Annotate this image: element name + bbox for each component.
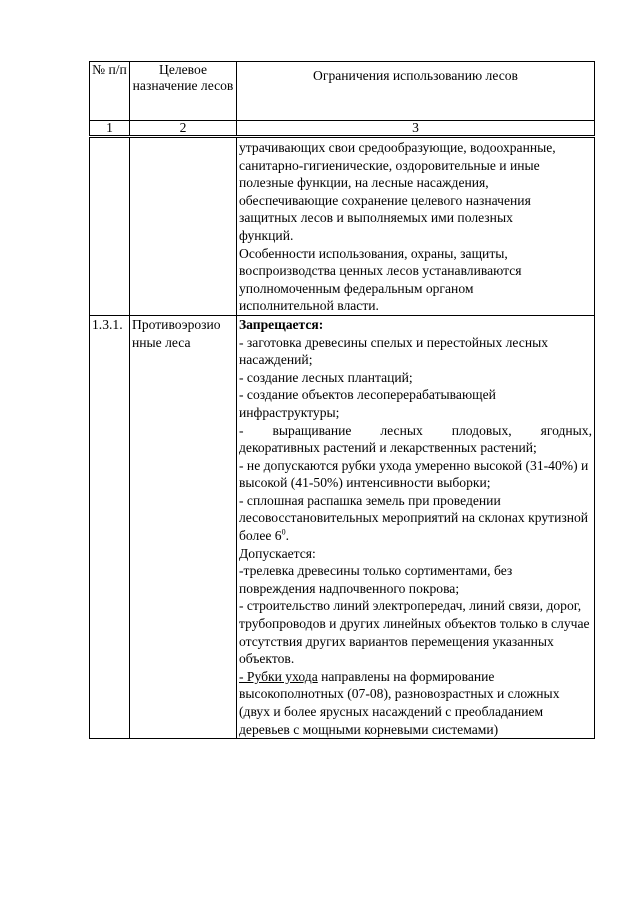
forbidden-item: - не допускаются рубки ухода умеренно высокой (31-40%) и высокой (41-50%) интенсивности выборки; — [239, 457, 589, 491]
header-row — [90, 62, 595, 121]
continuation-number-cell — [90, 137, 130, 316]
allowed-item: - строительство линий электропередач, линий связи, дорог, трубопроводов и других линейных объектов только в случае отсутствия других вариантов перемещения указанных объектов. — [239, 598, 590, 667]
column-number-1: 1 — [90, 121, 130, 137]
continuation-purpose-cell — [130, 137, 237, 316]
allowed-heading: Допускается: — [239, 545, 316, 561]
degree-suffix: . — [285, 528, 289, 544]
header-purpose: Целевое назначение лесов — [130, 62, 237, 121]
thinning-text: направлены на формирование высокополнотных (07-08), разновозрастных и сложных (двух и более ярусных насаждений с преобладанием деревьев с мощными корневыми системами) — [239, 668, 560, 737]
forbidden-item: - создание лесных плантаций; — [239, 369, 413, 385]
continuation-line: утрачивающих свои средообразующие, водоохранные, — [239, 140, 556, 155]
row-purpose — [130, 315, 237, 738]
continuation-line: исполнительной власти. — [239, 298, 379, 314]
header-number: № п/п — [90, 62, 130, 121]
forbidden-item-slope — [239, 492, 592, 545]
column-number-3: 3 — [237, 121, 595, 137]
continuation-line: обеспечивающие сохранение целевого назначения — [239, 192, 531, 208]
continuation-text-cell — [237, 137, 595, 316]
continuation-line: воспроизводства ценных лесов устанавливаются — [239, 263, 522, 279]
forest-restrictions-table — [89, 61, 595, 739]
degree-superscript: 0 — [281, 527, 286, 537]
continuation-line: полезные функции, на лесные насаждения, — [239, 175, 489, 191]
continuation-line: Особенности использования, охраны, защиты, — [239, 245, 508, 261]
continuation-line: санитарно-гигиенические, оздоровительные и иные — [239, 157, 540, 173]
allowed-item: -трелевка древесины только сортиментами, без повреждения надпочвенного покрова; — [239, 563, 513, 596]
continuation-line: защитных лесов и выполняемых ими полезных — [239, 210, 513, 226]
row-1-3-1 — [90, 315, 595, 738]
forbidden-item: - заготовка древесины спелых и перестойных лесных насаждений; — [239, 334, 549, 368]
continuation-row — [90, 137, 595, 316]
continuation-line: функций. — [239, 227, 294, 243]
row-purpose-line: нные леса — [132, 334, 191, 350]
thinning-paragraph — [239, 668, 592, 738]
thinning-label: - Рубки ухода — [239, 668, 318, 684]
column-numbers-row — [90, 121, 595, 137]
continuation-line: уполномоченным федеральным органом — [239, 280, 474, 296]
forbidden-item: - выращивание лесных плодовых, ягодных, — [239, 422, 592, 438]
column-number-2: 2 — [130, 121, 237, 137]
forbidden-item-slope-text: - сплошная распашка земель при проведении лесовосстановительных мероприятий на склонах крутизной более 6 — [239, 492, 589, 544]
row-purpose-line: Противоэрозио — [132, 316, 221, 332]
row-restrictions — [237, 315, 595, 738]
row-number: 1.3.1. — [90, 315, 130, 738]
forbidden-item: декоративных растений и лекарственных растений; — [239, 440, 537, 456]
header-restrictions: Ограничения использованию лесов — [237, 62, 595, 121]
forbidden-heading: Запрещается: — [239, 316, 324, 332]
forbidden-item: - создание объектов лесоперерабатывающей инфраструктуры; — [239, 387, 496, 420]
